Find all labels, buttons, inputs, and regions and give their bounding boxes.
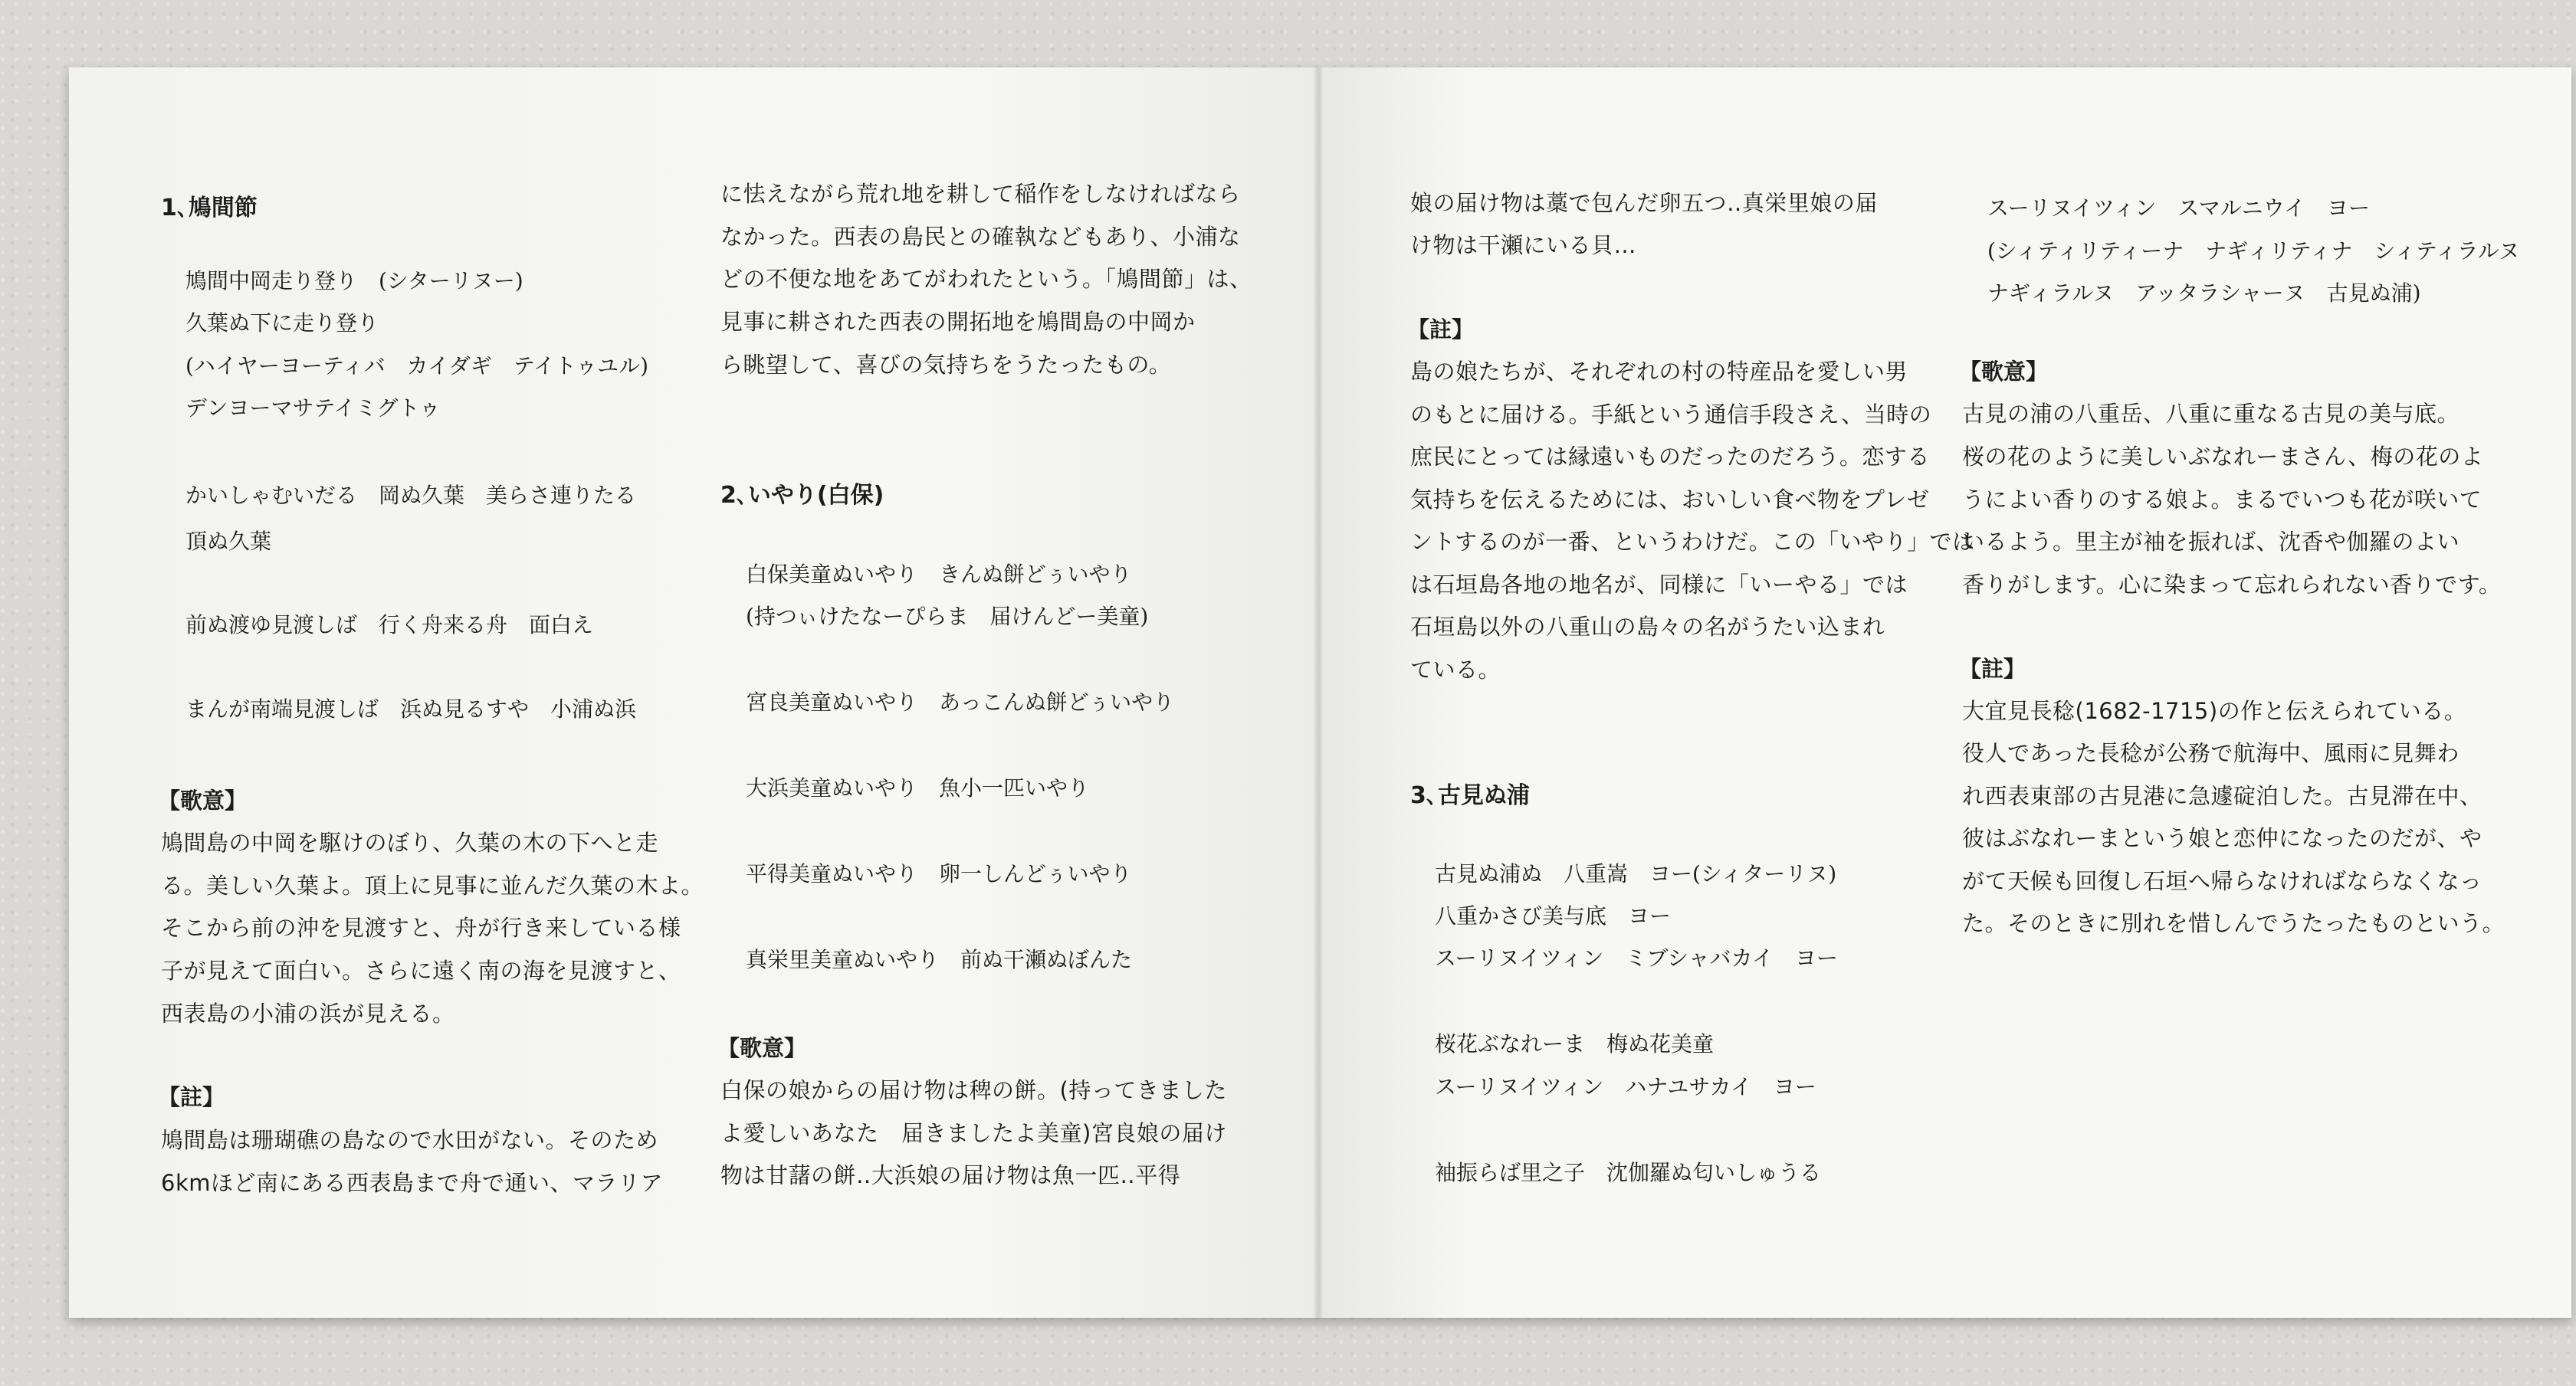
song1-meaning-line: そこから前の沖を見渡すと、舟が行き来している様 — [161, 915, 681, 941]
song2-verse-line: 大浜美童ぬいやり 魚小一匹いやり — [746, 775, 1090, 801]
song3-meaning-line: 古見の浦の八重岳、八重に重なる古見の美与底。 — [1962, 401, 2460, 427]
song1-note-line: 見事に耕された西表の開拓地を鳩間島の中岡か — [720, 309, 1196, 335]
song2-meaning-line: 白保の娘からの届け物は稗の餅。(持ってきました — [720, 1077, 1227, 1103]
song1-note-line: に怯えながら荒れ地を耕して稲作をしなければなら — [720, 181, 1241, 207]
song1-meaning-line: る。美しい久葉よ。頂上に見事に並んだ久葉の木よ。 — [161, 873, 704, 899]
song1-meaning-line: 鳩間島の中岡を駆けのぼり、久葉の木の下へと走 — [161, 830, 659, 856]
song1-verse-line: 前ぬ渡ゆ見渡しば 行く舟来る舟 面白え — [185, 612, 594, 637]
song2-note-line: ている。 — [1410, 657, 1501, 683]
song3-meaning-line: 桜の花のように美しいぶなれーまさん、梅の花のよ — [1962, 444, 2484, 470]
song2-meaning-label: 【歌意】 — [717, 1035, 807, 1061]
song3-note-line: 大宜見長稔(1682-1715)の作と伝えられている。 — [1962, 698, 2467, 724]
song1-note-line: 鳩間島は珊瑚礁の島なので水田がない。そのため — [161, 1127, 659, 1153]
song2-title: 2､いやり(白保) — [720, 482, 884, 509]
song3-meaning-line: 香りがします。心に染まって忘れられない香りです。 — [1962, 572, 2502, 598]
song3-title: 3､古見ぬ浦 — [1410, 782, 1530, 809]
song1-verse-line: 久葉ぬ下に走り登り — [185, 310, 379, 336]
song2-meaning-line: 物は甘藷の餅‥大浜娘の届け物は魚一匹‥平得 — [720, 1162, 1181, 1188]
song2-note-line: 庶民にとっては縁遠いものだったのだろう。恋する — [1410, 444, 1930, 470]
song2-meaning-line: け物は干瀬にいる貝… — [1410, 232, 1637, 258]
song2-note-line: 石垣島以外の八重山の島々の名がうたい込まれ — [1410, 614, 1885, 640]
song3-meaning-line: うによい香りのする娘よ。まるでいつも花が咲いて — [1962, 487, 2482, 513]
song2-note-line: ントするのが一番、というわけだ。この「いやり」では — [1410, 529, 1975, 555]
song3-meaning-line: いるよう。里主が袖を振れば、沈香や伽羅のよい — [1962, 529, 2460, 555]
song1-verse-line: (ハイヤーヨーティバ カイダギ テイトゥユル) — [185, 353, 649, 378]
song3-verse-line: スーリヌイツィン スマルニウイ ヨー — [1987, 195, 2370, 221]
song2-note-line: は石垣島各地の地名が、同様に「いーやる」では — [1410, 572, 1908, 598]
song1-meaning-label: 【歌意】 — [158, 788, 248, 814]
song3-verse-line: 古見ぬ浦ぬ 八重嵩 ヨー(シィターリヌ) — [1435, 861, 1837, 886]
song1-meaning-line: 西表島の小浦の浜が見える。 — [161, 1001, 455, 1027]
song3-note-line: がて天候も回復し石垣へ帰らなければならなくなっ — [1962, 868, 2482, 894]
song3-note-line: れ西表東部の古見港に急遽碇泊した。古見滞在中、 — [1962, 783, 2482, 809]
song1-note-line: ら眺望して、喜びの気持ちをうたったもの。 — [720, 352, 1172, 378]
song2-note-line: 島の娘たちが、それぞれの村の特産品を愛しい男 — [1410, 359, 1908, 385]
song1-verse-line: 鳩間中岡走り登り (シターリヌー) — [185, 268, 523, 293]
song2-verse-line: 平得美童ぬいやり 卵一しんどぅいやり — [746, 861, 1132, 886]
song2-meaning-line: よ愛しいあなた 届きましたよ美童)宮良娘の届け — [720, 1120, 1227, 1146]
song3-note-line: 役人であった長稔が公務で航海中、風雨に見舞わ — [1962, 740, 2460, 766]
song1-note-line: なかった。西表の島民との確執などもあり、小浦な — [720, 224, 1241, 250]
song1-meaning-line: 子が見えて面白い。さらに遠く南の海を見渡すと、 — [161, 958, 681, 984]
song1-note-label: 【註】 — [158, 1084, 225, 1110]
song1-note-line: どの不便な地をあてがわれたという。「鳩間節」は、 — [720, 266, 1252, 292]
song3-meaning-label: 【歌意】 — [1959, 359, 2049, 385]
booklet-fold — [1314, 67, 1323, 1318]
song3-verse-line: スーリヌイツィン ミブシャバカイ ヨー — [1435, 945, 1838, 971]
song1-verse-line: かいしゃむいだる 岡ぬ久葉 美らさ連りたる — [185, 483, 637, 508]
song3-verse-line: スーリヌイツィン ハナユサカイ ヨー — [1435, 1074, 1816, 1099]
song3-verse-line: ナギィラルヌ アッタラシャーヌ 古見ぬ浦) — [1987, 280, 2421, 306]
song1-verse-line: まんが南端見渡しば 浜ぬ見るすや 小浦ぬ浜 — [185, 696, 637, 722]
song2-note-line: のもとに届ける。手紙という通信手段さえ、当時の — [1410, 401, 1932, 428]
song1-note-line: 6kmほど南にある西表島まで舟で通い、マラリア — [161, 1170, 663, 1196]
song3-verse-line: 袖振らば里之子 沈伽羅ぬ匂いしゅうる — [1435, 1160, 1822, 1185]
song3-verse-line: (シィティリティーナ ナギィリティナ シィティラルヌ — [1987, 238, 2520, 264]
song2-note-line: 気持ちを伝えるためには、おいしい食べ物をプレゼ — [1410, 487, 1930, 513]
song2-verse-line: 白保美童ぬいやり きんぬ餅どぅいやり — [746, 562, 1132, 587]
song2-verse-line: 真栄里美童ぬいやり 前ぬ干瀬ぬぼんた — [746, 947, 1133, 972]
song2-verse-line: (持つぃけたなーぴらま 届けんどー美童) — [746, 604, 1149, 629]
song3-verse-line: 八重かさび美与底 ヨー — [1435, 903, 1672, 929]
song3-note-line: 彼はぶなれーまという娘と恋仲になったのだが、や — [1962, 825, 2482, 851]
song3-note-line: た。そのときに別れを惜しんでうたったものという。 — [1962, 910, 2505, 936]
song2-verse-line: 宮良美童ぬいやり あっこんぬ餅どぅいやり — [746, 690, 1175, 715]
song2-note-label: 【註】 — [1407, 316, 1475, 342]
song2-meaning-line: 娘の届け物は藁で包んだ卵五つ‥真栄里娘の届 — [1410, 190, 1878, 216]
song1-verse-line: 頂ぬ久葉 — [185, 529, 272, 554]
song3-note-label: 【註】 — [1959, 656, 2026, 682]
cd-booklet-spread — [69, 67, 2571, 1318]
song1-title: 1､鳩間節 — [161, 195, 258, 221]
song3-verse-line: 桜花ぶなれーま 梅ぬ花美童 — [1435, 1031, 1715, 1057]
song1-verse-line: デンヨーマサテイミグトゥ — [185, 395, 441, 421]
